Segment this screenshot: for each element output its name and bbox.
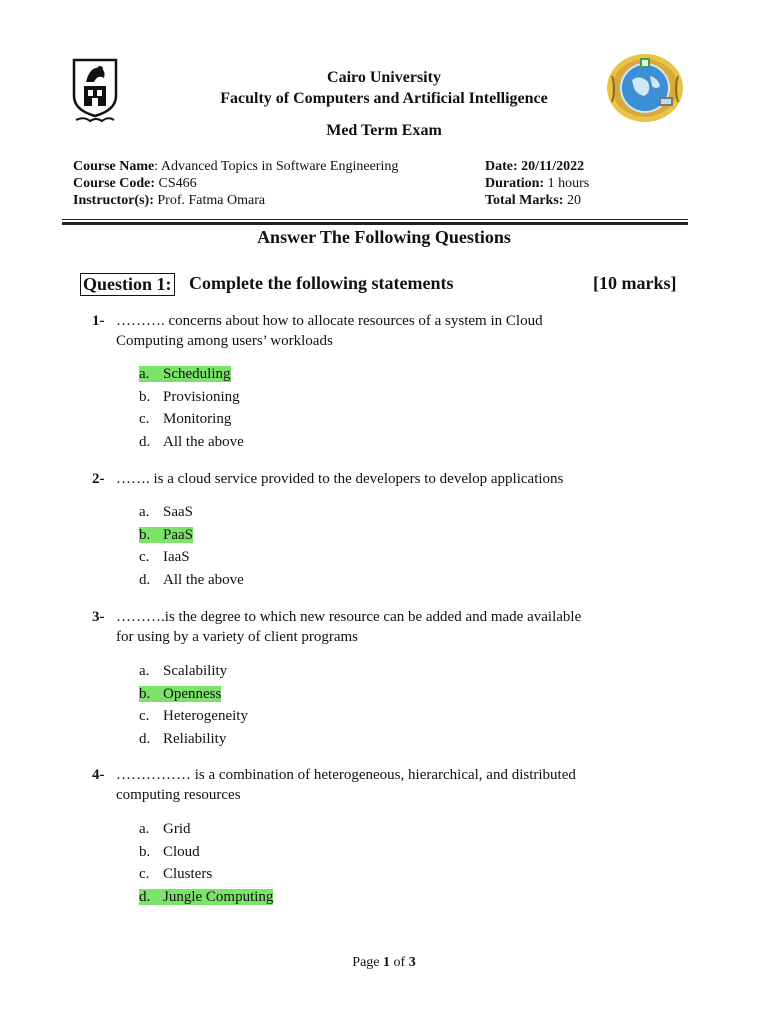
option-letter: a. [139, 366, 150, 382]
university-name: Cairo University [327, 69, 441, 86]
course-info-left [73, 158, 398, 209]
exam-title: Med Term Exam [326, 122, 442, 139]
option-highlight [139, 686, 221, 702]
instructions-heading: Answer The Following Questions [257, 227, 511, 247]
option-letter: b. [139, 843, 151, 860]
item-number: 4- [92, 767, 105, 783]
duration-row [485, 175, 589, 192]
option-item [139, 818, 273, 841]
option-item [139, 863, 273, 886]
date-row [485, 158, 589, 175]
option-text: Scalability [163, 663, 228, 679]
date-label: Date: 20/11/2022 [485, 159, 585, 174]
option-letter: d. [139, 730, 151, 747]
option-letter: c. [139, 708, 150, 724]
option-item [139, 705, 248, 728]
item-number: 1- [92, 313, 105, 329]
total-marks-value: 20 [563, 193, 581, 208]
header-divider-thin [62, 219, 688, 220]
item-line: Computing among users’ workloads [116, 333, 333, 349]
faculty-logo [604, 52, 686, 124]
item-text [116, 765, 686, 805]
item-text [116, 311, 686, 351]
option-text: Scheduling [163, 366, 231, 382]
page-number: 1 [383, 955, 391, 970]
item-line: ……. is a cloud service provided to the developers to develop applications [116, 471, 564, 487]
option-text: All the above [163, 433, 244, 450]
course-code-row [73, 175, 398, 192]
option-letter: b. [139, 685, 151, 702]
option-item [139, 386, 244, 409]
course-code-value: CS466 [155, 176, 197, 191]
option-item [139, 408, 244, 431]
option-item [139, 501, 244, 524]
option-item [139, 660, 248, 683]
total-pages: 3 [408, 955, 416, 970]
course-name-row [73, 158, 398, 175]
instructor-label: Instructor(s): [73, 193, 154, 208]
question-label: Question 1: [80, 273, 175, 296]
item-line: ………. concerns about how to allocate resources of a system in Cloud [116, 313, 543, 329]
option-letter: b. [139, 388, 151, 405]
option-text: PaaS [163, 526, 193, 543]
course-info-right [485, 158, 589, 209]
page-word: Page [352, 955, 384, 970]
option-letter: d. [139, 433, 151, 450]
option-highlight [139, 889, 273, 905]
item-line: computing resources [116, 787, 241, 803]
item-number: 2- [92, 471, 105, 487]
option-item [139, 431, 244, 454]
option-text: Monitoring [163, 411, 232, 427]
option-letter: d. [139, 571, 151, 588]
option-list [139, 501, 244, 591]
total-marks-label: Total Marks: [485, 193, 564, 208]
item-text [116, 469, 686, 489]
duration-label: Duration: [485, 176, 545, 191]
instructor-row [73, 192, 398, 209]
option-text: SaaS [163, 504, 193, 520]
item-line: …………… is a combination of heterogeneous, hierarchical, and distributed [116, 767, 576, 783]
option-item [139, 546, 244, 569]
option-letter: a. [139, 821, 150, 837]
option-letter: a. [139, 504, 150, 520]
option-letter: a. [139, 663, 150, 679]
instructor-value: Prof. Fatma Omara [153, 193, 266, 208]
option-text: Openness [163, 685, 222, 702]
page-footer [0, 955, 768, 971]
option-text: All the above [163, 571, 244, 588]
option-item [139, 728, 248, 751]
option-text: Grid [163, 821, 191, 837]
of-word: of [390, 955, 409, 970]
option-highlight [139, 527, 193, 543]
option-highlight [139, 366, 231, 382]
option-text: Provisioning [163, 388, 240, 405]
faculty-name: Faculty of Computers and Artificial Intelligence [220, 90, 548, 107]
option-list [139, 363, 244, 453]
question-marks: [10 marks] [593, 273, 677, 293]
option-item [139, 363, 244, 386]
header-divider-thick [62, 222, 688, 225]
option-list [139, 818, 273, 908]
course-code-label: Course Code: [73, 176, 156, 191]
total-marks-row [485, 192, 589, 209]
item-line: for using by a variety of client programs [116, 629, 359, 645]
option-text: Clusters [163, 866, 213, 882]
option-text: Heterogeneity [163, 708, 248, 724]
option-item [139, 683, 248, 706]
item-text [116, 607, 686, 647]
option-text: IaaS [163, 549, 190, 565]
option-letter: b. [139, 526, 151, 543]
option-list [139, 660, 248, 750]
option-item [139, 886, 273, 909]
duration-value: 1 hours [544, 176, 590, 191]
option-letter: c. [139, 866, 150, 882]
option-letter: c. [139, 411, 150, 427]
option-text: Cloud [163, 843, 200, 860]
course-name-label: Course Name [73, 159, 155, 174]
course-name-value: : Advanced Topics in Software Engineering [154, 159, 399, 174]
item-line: ……….is the degree to which new resource can be added and made available [116, 609, 582, 625]
option-letter: c. [139, 549, 150, 565]
option-text: Jungle Computing [163, 888, 274, 905]
question-title: Complete the following statements [189, 273, 454, 293]
option-letter: d. [139, 888, 151, 905]
option-item [139, 569, 244, 592]
option-text: Reliability [163, 730, 227, 747]
option-item [139, 841, 273, 864]
option-item [139, 524, 244, 547]
item-number: 3- [92, 609, 105, 625]
